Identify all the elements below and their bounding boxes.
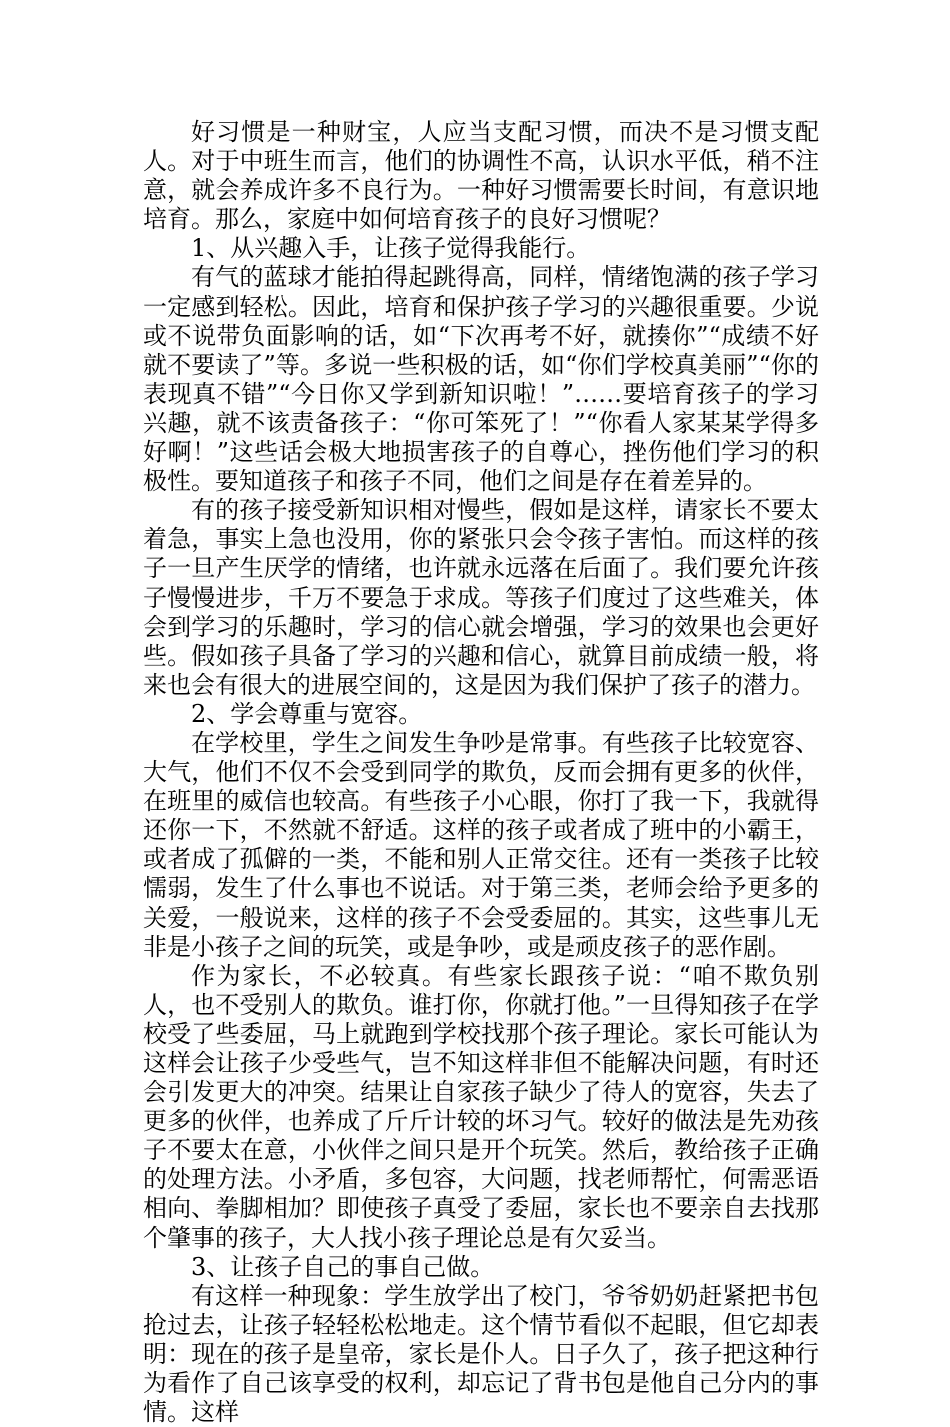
paragraph: 有的孩子接受新知识相对慢些，假如是这样，请家长不要太着急，事实上急也没用，你的紧张只会令孩子害怕。而这样的孩子一旦产生厌学的情绪，也许就永远落在后面了。我们要允许孩子慢慢进步，千万不要急于求成。等孩子们度过了这些难关，体会到学习的乐趣时，学习的信心就会增强，学习的效果也会更好些。假如孩子具备了学习的兴趣和信心，就算目前成绩一般，将来也会有很大的进展空间的，这是因为我们保护了孩子的潜力。 <box>143 496 819 699</box>
document-body <box>143 118 819 1427</box>
section-heading-3: 3、让孩子自己的事自己做。 <box>191 1252 495 1281</box>
paragraph: 有气的蓝球才能拍得起跳得高，同样，情绪饱满的孩子学习一定感到轻松。因此，培育和保护孩子学习的兴趣很重要。少说或不说带负面影响的话，如“下次再考不好，就揍你”“成绩不好就不要读了”等。多说一些积极的话，如“你们学校真美丽”“你的表现真不错”“今日你又学到新知识啦！”……要培育孩子的学习兴趣，就不该责备孩子：“你可笨死了！”“你看人家某某学得多好啊！”这些话会极大地损害孩子的自尊心，挫伤他们学习的积极性。要知道孩子和孩子不同，他们之间是存在着差异的。 <box>143 263 819 496</box>
paragraph: 有这样一种现象：学生放学出了校门，爷爷奶奶赶紧把书包抢过去，让孩子轻轻松松地走。这个情节看似不起眼，但它却表明：现在的孩子是皇帝，家长是仆人。日子久了，孩子把这种行为看作了自己该享受的权利，却忘记了背书包是他自己分内的事情。这样 <box>143 1281 819 1427</box>
paragraph: 作为家长，不必较真。有些家长跟孩子说：“咱不欺负别人，也不受别人的欺负。谁打你，你就打他。”一旦得知孩子在学校受了些委屈，马上就跑到学校找那个孩子理论。家长可能认为这样会让孩子少受些气，岂不知这样非但不能解决问题，有时还会引发更大的冲突。结果让自家孩子缺少了待人的宽容，失去了更多的伙伴，也养成了斤斤计较的坏习气。较好的做法是先劝孩子不要太在意，小伙伴之间只是开个玩笑。然后，教给孩子正确的处理方法。小矛盾，多包容，大问题，找老师帮忙，何需恶语相向、拳脚相加？即使孩子真受了委屈，家长也不要亲自去找那个肇事的孩子，大人找小孩子理论总是有欠妥当。 <box>143 961 819 1252</box>
section-heading-1: 1、从兴趣入手，让孩子觉得我能行。 <box>191 234 591 263</box>
section-heading-2: 2、学会尊重与宽容。 <box>191 699 423 728</box>
paragraph: 在学校里，学生之间发生争吵是常事。有些孩子比较宽容、大气，他们不仅不会受到同学的欺负，反而会拥有更多的伙伴，在班里的威信也较高。有些孩子小心眼，你打了我一下，我就得还你一下，不然就不舒适。这样的孩子或者成了班中的小霸王，或者成了孤僻的一类，不能和别人正常交往。还有一类孩子比较懦弱，发生了什么事也不说话。对于第三类，老师会给予更多的关爱，一般说来，这样的孩子不会受委屈的。其实，这些事儿无非是小孩子之间的玩笑，或是争吵，或是顽皮孩子的恶作剧。 <box>143 728 819 961</box>
paragraph-intro: 好习惯是一种财宝，人应当支配习惯，而决不是习惯支配人。对于中班生而言，他们的协调性不高，认识水平低，稍不注意，就会养成许多不良行为。一种好习惯需要长时间，有意识地培育。那么，家庭中如何培育孩子的良好习惯呢？ <box>143 118 819 234</box>
